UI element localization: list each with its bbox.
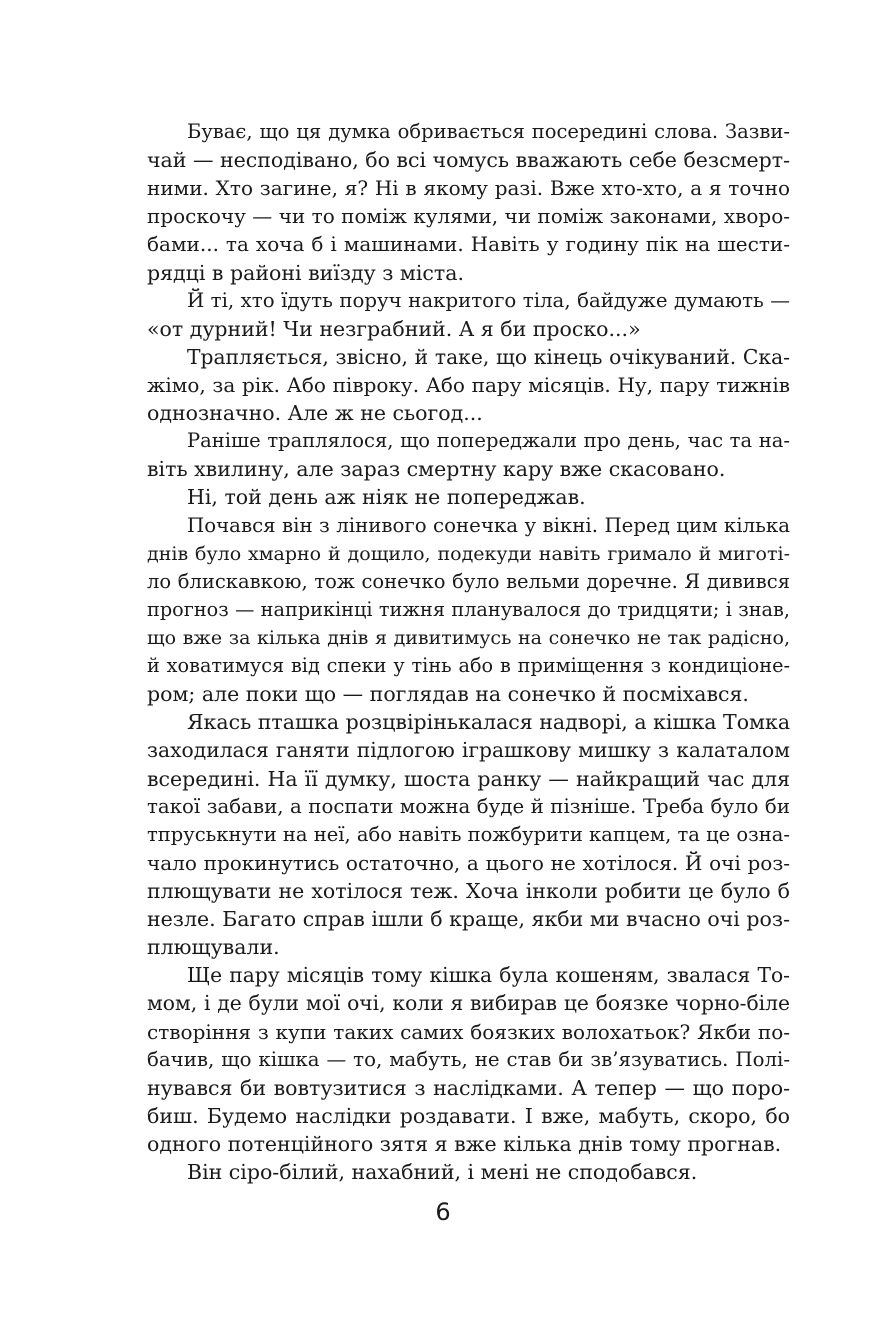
- paragraph-first-line: Якась пташка розцвірінькалася надворі, а кішка Томка: [187, 710, 791, 735]
- paragraph-line: жімо, за рік. Або півроку. Або пару місяців. Ну, пару тижнів: [147, 372, 790, 397]
- paragraph-line: всередині. На її думку, шоста ранку — найкращий час для: [147, 766, 790, 791]
- paragraph-line: однозначно. Але ж не сьогод...: [147, 401, 483, 426]
- paragraph-line: «от дурний! Чи незграбний. А я би проско...»: [147, 316, 641, 341]
- paragraph-line: проскочу — чи то поміж кулями, чи поміж законами, хворо-: [147, 204, 790, 229]
- paragraph-line: такої забави, а поспати можна буде й пізніше. Треба було би: [147, 794, 790, 818]
- paragraph-first-line: Ні, той день аж ніяк не попереджав.: [187, 485, 586, 510]
- paragraph-line: ром; але поки що — поглядав на сонечко й посміхався.: [147, 682, 749, 707]
- paragraph-line: бами... та хоча б і машинами. Навіть у годину пік на шести-: [147, 232, 790, 257]
- paragraph-line: днів було хмарно й дощило, подекуди навіть гримало й миготі-: [147, 542, 790, 565]
- paragraph-line: бачив, що кішка — то, мабуть, не став би зв’язуватись. Полі-: [147, 1047, 790, 1071]
- paragraph-line: рядці в районі виїзду з міста.: [147, 260, 464, 285]
- paragraph-line: прогноз — наприкінці тижня планувалося до тридцяти; і знав,: [147, 597, 790, 621]
- paragraph-line: незле. Багато справ ішли б краще, якби ми вчасно очі роз-: [147, 907, 790, 932]
- page-number: 6: [435, 1198, 451, 1226]
- paragraph-line: ло блискавкою, тож сонечко було вельми доречне. Я дивився: [147, 569, 790, 593]
- paragraph-line: одного потенційного зятя я вже кілька днів тому прогнав.: [147, 1131, 782, 1156]
- body-text: [147, 118, 790, 1186]
- paragraph-line: чай — несподівано, бо всі чомусь вважають себе безсмерт-: [147, 148, 791, 173]
- paragraph-first-line: Почався він з лінивого сонечка у вікні. Перед цим кілька: [187, 513, 790, 537]
- paragraph-line: заходилася ганяти підлогою іграшкову мишку з калаталом: [147, 738, 790, 763]
- paragraph-line: створіння з купи таких самих боязких волохатьок? Якби по-: [147, 1019, 790, 1044]
- paragraph-line: й ховатимуся від спеки у тінь або в приміщення з кондиціоне-: [147, 654, 790, 678]
- paragraph-first-line: Й ті, хто їдуть поруч накритого тіла, байдуже думають —: [187, 288, 790, 312]
- paragraph-line: биш. Будемо наслідки роздавати. І вже, мабуть, скоро, бо: [147, 1103, 790, 1128]
- paragraph-line: плющувати не хотілося теж. Хоча інколи робити це було б: [147, 878, 790, 903]
- paragraph-first-line: Він сіро-білий, нахабний, і мені не сподобався.: [187, 1160, 698, 1185]
- paragraph-first-line: Раніше траплялося, що попереджали про день, час та на-: [187, 429, 790, 453]
- paragraph-line: чало прокинутись остаточно, а цього не хотілося. Й очі роз-: [147, 850, 790, 875]
- paragraph-line: мом, і де були мої очі, коли я вибирав це боязке чорно-біле: [147, 991, 790, 1016]
- paragraph-line: нувався би вовтузитися з наслідками. А тепер — що поро-: [147, 1075, 790, 1100]
- paragraph-line: ними. Хто загине, я? Ні в якому разі. Вже хто-хто, а я точно: [147, 176, 790, 201]
- paragraph-line: віть хвилину, але зараз смертну кару вже скасовано.: [147, 457, 726, 482]
- paragraph-line: плющували.: [147, 935, 280, 960]
- paragraph-line: тпруськнути на неї, або навіть пожбурити капцем, та це озна-: [147, 822, 790, 846]
- paragraph-line: що вже за кілька днів я дивитимусь на сонечко не так радісно,: [147, 626, 790, 649]
- paragraph-first-line: Буває, що ця думка обривається посередині слова. Зазви-: [187, 120, 790, 143]
- paragraph-first-line: Ще пару місяців тому кішка була кошеням, звалася То-: [187, 963, 790, 988]
- paragraph-first-line: Трапляється, звісно, й таке, що кінець очікуваний. Ска-: [187, 344, 790, 369]
